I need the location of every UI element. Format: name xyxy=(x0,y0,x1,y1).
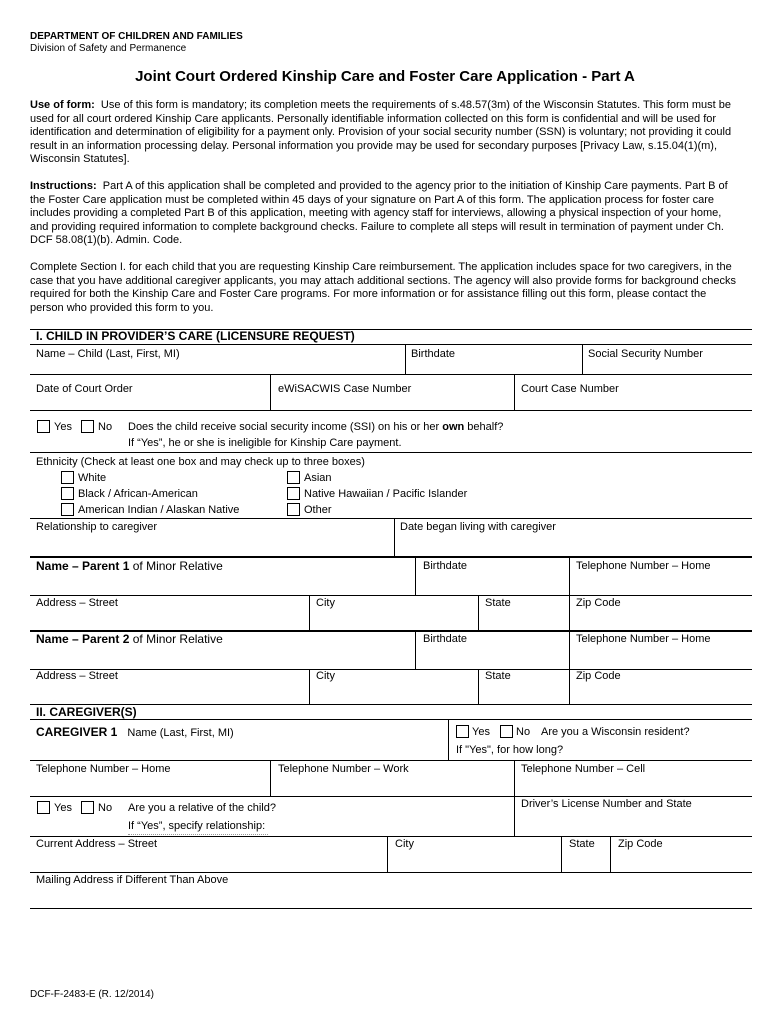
instructions-text: Part A of this application shall be completed and provided to the agency prior to the initiation of Kinship Care payments. Part B of the Foster Care application must be completed within 45 days of your signature on Part A of this form. The application process for foster care includes providing a completed Part B of this application, meeting with agency staff for interviews, allowing a physical inspection of your home, and providing required information to complete background checks. Failure to complete all steps will result in termination of payment under Ch. DCF 58.08(1)(b). Admin. Code. xyxy=(30,180,728,247)
ethnicity-black-label: Black / African-American xyxy=(78,488,198,500)
wi-resident-yes-checkbox[interactable] xyxy=(456,725,469,738)
department-name: DEPARTMENT OF CHILDREN AND FAMILIES xyxy=(30,31,243,42)
relative-note: If “Yes”, specify relationship: xyxy=(128,820,266,832)
wi-resident-no-label: No xyxy=(516,726,531,738)
parent-2-state-label: State xyxy=(485,670,511,682)
complete-section-paragraph: Complete Section I. for each child that you are requesting Kinship Care reimbursement. The application includes space for two caregivers, in the case that you have additional caregiver applicants, you may attach additional sections. The agency will also provide forms for background checks required for both the Kinship Care and Foster Care programs. For more information or for assistance filling out this form, please contact the person who provided this form to you. xyxy=(30,261,737,314)
wi-resident-no-checkbox[interactable] xyxy=(500,725,513,738)
child-birthdate-label: Birthdate xyxy=(411,348,456,360)
relative-no-label: No xyxy=(98,802,113,814)
ethnicity-hawaiian-label: Native Hawaiian / Pacific Islander xyxy=(304,488,468,500)
parent-1-address-label: Address – Street xyxy=(36,597,118,609)
court-order-date-label: Date of Court Order xyxy=(36,383,133,395)
section-1-heading: I. CHILD IN PROVIDER’S CARE (LICENSURE REQUEST) xyxy=(36,329,355,343)
parent-1-state-label: State xyxy=(485,597,511,609)
parent-1-city-label: City xyxy=(316,597,335,609)
relative-yes-label: Yes xyxy=(54,802,72,814)
page-title: Joint Court Ordered Kinship Care and Foster Care Application - Part A xyxy=(135,68,635,85)
parent-2-birthdate-label: Birthdate xyxy=(423,633,468,645)
current-address-label: Current Address – Street xyxy=(36,838,158,850)
parent-1-phone-label: Telephone Number – Home xyxy=(576,560,711,572)
ethnicity-asian-checkbox[interactable] xyxy=(287,471,300,484)
child-name-label: Name – Child (Last, First, MI) xyxy=(36,348,180,360)
use-of-form-text: Use of this form is mandatory; its completion meets the requirements of s.48.57(3m) of the Wisconsin Statutes. This form must be used for all court ordered Kinship Care applicants. Personally identifiable information collected on this form is confidential and will be used for identification and determination of eligibility for a payment only. Provision of your social security number (SSN) is voluntary; not providing it could result in an information processing delay. Personal information you provide may be used for secondary purposes [Privacy Law, s.15.04(1)(m), Wisconsin Statutes]. xyxy=(30,99,732,166)
caregiver-phone-cell-label: Telephone Number – Cell xyxy=(521,763,646,775)
form-id: DCF-F-2483-E (R. 12/2014) xyxy=(30,989,154,1000)
ethnicity-other-label: Other xyxy=(304,504,332,516)
current-city-label: City xyxy=(395,838,414,850)
date-began-label: Date began living with caregiver xyxy=(400,521,556,533)
use-of-form-paragraph xyxy=(30,99,742,167)
parent-1-name-label: Name – Parent 1 of Minor Relative xyxy=(36,559,223,573)
ssi-no-checkbox[interactable] xyxy=(81,420,94,433)
ssi-question: Does the child receive social security income (SSI) on his or her own behalf? xyxy=(128,421,504,433)
relative-yes-checkbox[interactable] xyxy=(37,801,50,814)
drivers-license-label: Driver’s License Number and State xyxy=(521,798,692,810)
caregiver-1-name-label: CAREGIVER 1 Name (Last, First, MI) xyxy=(36,725,234,739)
section-2-header xyxy=(30,704,752,720)
child-name-field[interactable] xyxy=(30,345,752,374)
child-ssn-label: Social Security Number xyxy=(588,348,703,360)
relationship-input[interactable] xyxy=(128,834,268,835)
division-name: Division of Safety and Permanence xyxy=(30,43,187,54)
parent-2-address-label: Address – Street xyxy=(36,670,118,682)
caregiver-phone-home-label: Telephone Number – Home xyxy=(36,763,171,775)
ethnicity-hawaiian-checkbox[interactable] xyxy=(287,487,300,500)
how-long-label: If "Yes", for how long? xyxy=(456,744,564,756)
ssi-yes-checkbox[interactable] xyxy=(37,420,50,433)
ewisacwis-label: eWiSACWIS Case Number xyxy=(278,383,412,395)
instructions-paragraph xyxy=(30,180,742,248)
parent-1-birthdate-label: Birthdate xyxy=(423,560,468,572)
use-of-form-label: Use of form: xyxy=(30,99,95,111)
ethnicity-american-indian-label: American Indian / Alaskan Native xyxy=(78,504,240,516)
ethnicity-black-checkbox[interactable] xyxy=(61,487,74,500)
ethnicity-white-checkbox[interactable] xyxy=(61,471,74,484)
instructions-label: Instructions: xyxy=(30,180,97,192)
ethnicity-asian-label: Asian xyxy=(304,472,332,484)
ethnicity-american-indian-checkbox[interactable] xyxy=(61,503,74,516)
ssi-no-label: No xyxy=(98,421,113,433)
parent-2-phone-label: Telephone Number – Home xyxy=(576,633,711,645)
court-case-label: Court Case Number xyxy=(521,383,619,395)
mailing-address-label: Mailing Address if Different Than Above xyxy=(36,874,229,886)
ssi-note: If “Yes”, he or she is ineligible for Kinship Care payment. xyxy=(128,437,402,449)
parent-2-zip-label: Zip Code xyxy=(576,670,621,682)
ssi-yes-label: Yes xyxy=(54,421,72,433)
relationship-label: Relationship to caregiver xyxy=(36,521,158,533)
current-state-label: State xyxy=(569,838,595,850)
caregiver-phone-work-label: Telephone Number – Work xyxy=(278,763,409,775)
relative-no-checkbox[interactable] xyxy=(81,801,94,814)
ethnicity-white-label: White xyxy=(78,472,107,484)
parent-2-city-label: City xyxy=(316,670,335,682)
ethnicity-label: Ethnicity (Check at least one box and may check up to three boxes) xyxy=(36,456,365,468)
relative-question: Are you a relative of the child? xyxy=(128,802,276,814)
wi-resident-question: Are you a Wisconsin resident? xyxy=(541,726,690,738)
current-zip-label: Zip Code xyxy=(618,838,663,850)
section-2-heading: II. CAREGIVER(S) xyxy=(36,705,137,719)
parent-2-name-label: Name – Parent 2 of Minor Relative xyxy=(36,632,223,646)
parent-1-zip-label: Zip Code xyxy=(576,597,621,609)
ethnicity-other-checkbox[interactable] xyxy=(287,503,300,516)
wi-resident-yes-label: Yes xyxy=(472,726,490,738)
